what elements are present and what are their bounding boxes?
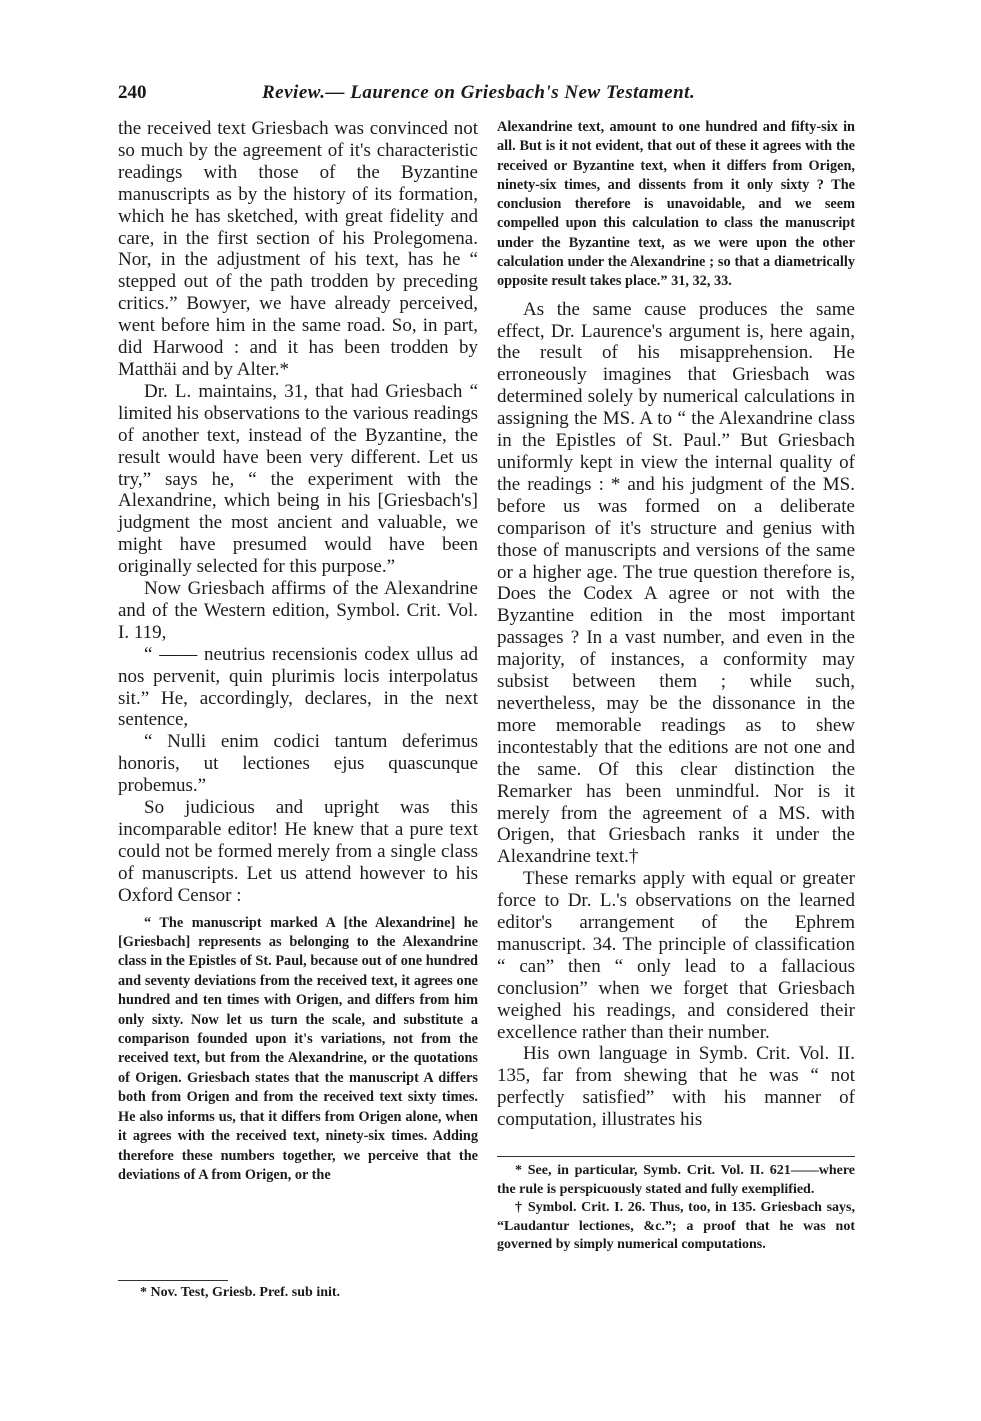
right-footnote-rule — [497, 1156, 855, 1157]
left-footnote — [140, 1284, 478, 1303]
left-footnote-rule — [118, 1280, 228, 1281]
right-paragraph-1: As the same cause produces the same effect, Dr. Laurence's argument is, here again, the result of his misapprehension. He erroneously imagines that Griesbach was determined solely by numerical calculations in assigning the MS. A to “ the Alexandrine class in the Epistles of St. Paul.” But Griesbach uniformly kept in view the internal quality of the readings : * and his judgment of the MS. before us was formed on a deliberate comparison of it's structure and genius with those of manuscripts and versions of the same or a higher age. The true question therefore is, Does the Codex A agree or not with the Byzantine edition in the most important passages ? In a vast number, and even in the majority, of instances, a conformity may subsist between them ; while such, nevertheless, may be the dissonance in the more memorable readings as to shew incontestably that the editions are not one and the same. Of this clear distinction the Remarker has been unmindful. Nor is it merely from the agreement of a MS. with Origen, that Griesbach ranks it under the Alexandrine text.† — [497, 298, 855, 868]
right-footnotes — [497, 1162, 855, 1255]
left-paragraph-3: Now Griesbach affirms of the Alexandrine and of the Western edition, Symbol. Crit. Vol. I. 119, — [118, 578, 478, 643]
page-number: 240 — [118, 82, 147, 103]
left-paragraph-6: So judicious and upright was this incomparable editor! He knew that a pure text could not be formed merely from a single class of manuscripts. Let us attend however to his Oxford Censor : — [118, 797, 478, 906]
running-header — [118, 82, 858, 108]
left-paragraph-2: Dr. L. maintains, 31, that had Griesbach “ limited his observations to the various readings of another text, instead of the Byzantine, the result would have been very different. Let us try,” says he, “ the experiment with the Alexandrine, which being in his [Griesbach's] judgment the most ancient and valuable, we might have presumed would have been originally selected for this purpose.” — [118, 380, 478, 578]
left-paragraph-1: the received text Griesbach was convinced not so much by the agreement of it's characteristic readings with those of the Byzantine manuscripts as by the history of its formation, which he has sketched, with great fidelity and care, in the first section of his Prolegomena. Nor, in the adjustment of his text, has he “ stepped out of the path trodden by preceding critics.” Bowyer, we have already perceived, went before him in the same road. So, in part, did Harwood : and it has been trodden by Matthäi and by Alter.* — [118, 118, 478, 380]
running-title: Review.— Laurence on Griesbach's New Testament. — [262, 82, 696, 103]
left-latin-quote-2: “ Nulli enim codici tantum deferimus honoris, ut lectiones ejus quascunque probemus.” — [118, 731, 478, 797]
left-footnote-text: * Nov. Test, Griesb. Pref. sub init. — [140, 1285, 341, 1300]
right-paragraph-3: His own language in Symb. Crit. Vol. II. 135, far from shewing that he was “ not perfectly satisfied” with his manner of computation, illustrates his — [497, 1043, 855, 1131]
right-column — [497, 118, 855, 1131]
right-footnote-1: * See, in particular, Symb. Crit. Vol. II. 621——where the rule is perspicuously stated and fully exemplified. — [497, 1163, 855, 1197]
right-block-quote-continued: Alexandrine text, amount to one hundred and fifty-six in all. But is it not evident, that out of these it agrees with the received or Byzantine text, when it differs from Origen, ninety-six times, and dissents from it only sixty ? The conclusion therefore is unavoidable, and we seem compelled upon this calculation to class the manuscript under the Byzantine text, as we were upon the other calculation under the Alexandrine ; so that a diametrically opposite result takes place.” 31, 32, 33. — [497, 119, 855, 290]
left-latin-quote-1: “ —— neutrius recensionis codex ullus ad nos pervenit, quin plurimis locis interpolatus sit.” He, accordingly, declares, in the next sentence, — [118, 643, 478, 731]
right-paragraph-2: These remarks apply with equal or greater force to Dr. L.'s observations on the learned editor's arrangement of the Ephrem manuscript. 34. The principle of classification “ can” then “ only lead to a fallacious conclusion” when we forget that Griesbach weighed his readings, and considered their excellence rather than their number. — [497, 868, 855, 1043]
right-footnote-2: † Symbol. Crit. I. 26. Thus, too, in 135. Griesbach says, “Laudantur lectiones, &c.”; a proof that he was not governed by simply numerical computations. — [497, 1200, 855, 1252]
left-column — [118, 118, 478, 1185]
left-block-quote: “ The manuscript marked A [the Alexandrine] he [Griesbach] represents as belonging to the Alexandrine class in the Epistles of St. Paul, because out of one hundred and seventy deviations from the received text, it agrees one hundred and ten times with Origen, and differs from him only sixty. Now let us turn the scale, and substitute a comparison founded upon it's variations, not from the received text, but from the Alexandrine, or the quotations of Origen. Griesbach states that the manuscript A differs both from Origen and from the received text sixty times. He also informs us, that it differs from Origen alone, when it agrees with the received text, ninety-six times. Adding therefore these numbers together, we perceive that the deviations of A from Origen, or the — [118, 914, 478, 1183]
